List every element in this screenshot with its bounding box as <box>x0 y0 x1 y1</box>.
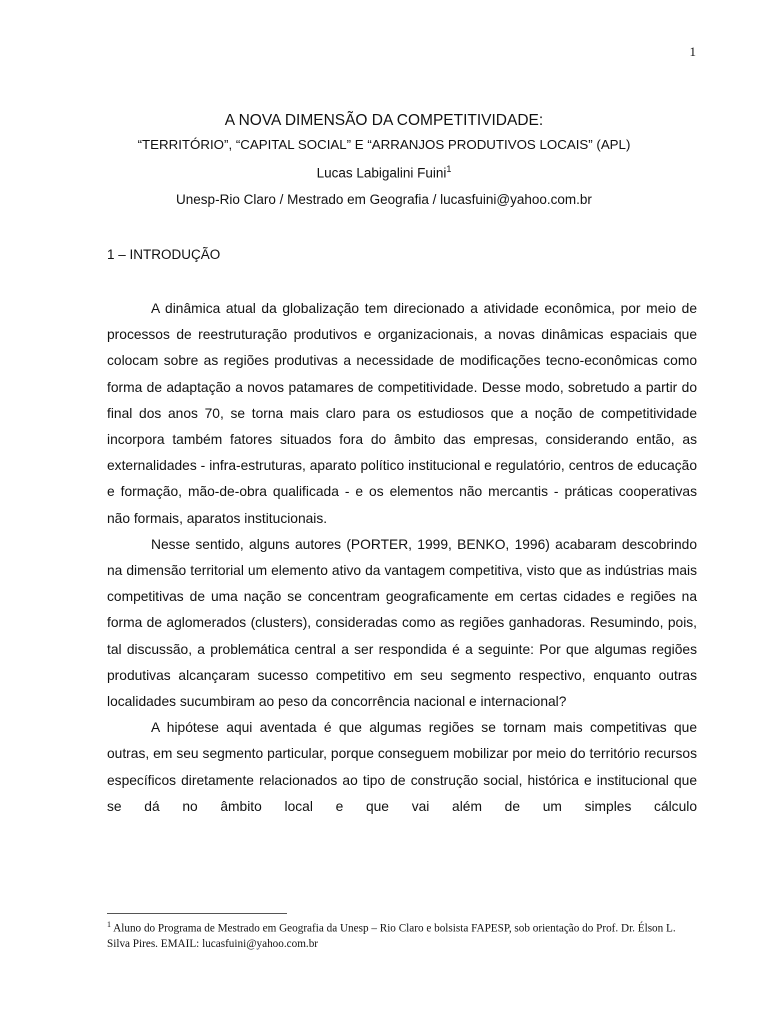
paragraph: Nesse sentido, alguns autores (PORTER, 1999, BENKO, 1996) acabaram descobrindo na dimensão territorial um elemento ativo da vantagem competitiva, visto que as indústrias mais competitivas de uma nação se concentram geograficamente em certas cidades e regiões na forma de aglomerados (clusters), consideradas como as regiões ganhadoras. Resumindo, pois, tal discussão, a problemática central a ser respondida é a seguinte: Por que algumas regiões produtivas alcançaram sucesso competitivo em seu segmento respectivo, enquanto outras localidades sucumbiram ao peso da concorrência nacional e internacional? <box>107 536 697 710</box>
paragraph: A hipótese aqui aventada é que algumas regiões se tornam mais competitivas que outras, em seu segmento particular, porque conseguem mobilizar por meio do território recursos específicos diretamente relacionados ao tipo de construção social, histórica e institucional que se dá no âmbito local e que vai além de um simples cálculo <box>107 720 697 814</box>
author-line <box>0 158 768 185</box>
author-footnote-mark: 1 <box>446 164 452 174</box>
footnote <box>107 917 697 952</box>
body-text <box>107 296 697 820</box>
footnote-mark: 1 <box>107 920 111 929</box>
paragraph: A dinâmica atual da globalização tem direcionado a atividade econômica, por meio de processos de reestruturação produtivos e organizacionais, a novas dinâmicas espaciais que colocam sobre as regiões produtivas a necessidade de modificações tecno-econômicas como forma de adaptação a novos patamares de competitividade. Desse modo, sobretudo a partir do final dos anos 70, se torna mais claro para os estudiosos que a noção de competitividade incorpora também fatores situados fora do âmbito das empresas, considerando então, as externalidades - infra-estruturas, aparato político institucional e regulatório, centros de educação e formação, mão-de-obra qualificada - e os elementos não mercantis - práticas cooperativas não formais, aparatos institucionais. <box>107 301 697 526</box>
paper-title: A NOVA DIMENSÃO DA COMPETITIVIDADE: <box>224 112 544 129</box>
footnote-divider <box>107 913 287 914</box>
footnote-text: Aluno do Programa de Mestrado em Geografia da Unesp – Rio Claro e bolsista FAPESP, sob orientação do Prof. Dr. Élson L. Silva Pires. EMAIL: lucasfuini@yahoo.com.br <box>107 922 676 950</box>
page-number: 1 <box>689 44 696 59</box>
author-affiliation: Unesp-Rio Claro / Mestrado em Geografia / lucasfuini@yahoo.com.br <box>176 191 592 207</box>
title-block <box>0 110 768 211</box>
paper-subtitle: “TERRITÓRIO”, “CAPITAL SOCIAL” E “ARRANJOS PRODUTIVOS LOCAIS” (APL) <box>137 137 631 152</box>
author-name: Lucas Labigalini Fuini <box>316 165 447 181</box>
section-heading: 1 – INTRODUÇÃO <box>107 247 221 262</box>
